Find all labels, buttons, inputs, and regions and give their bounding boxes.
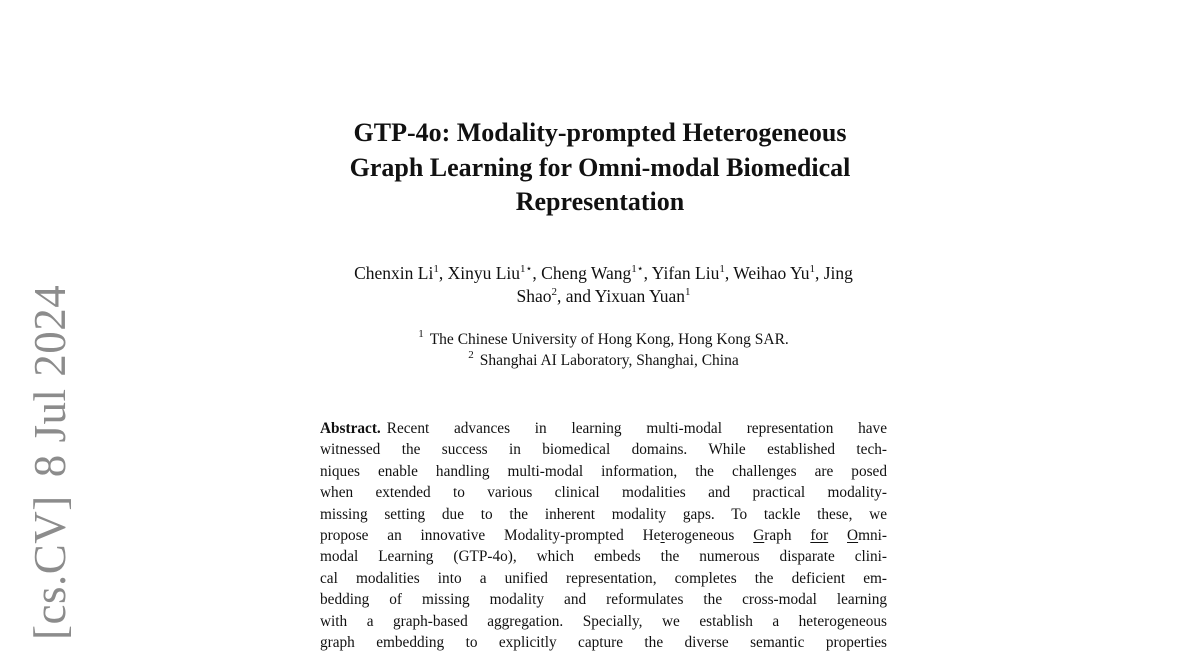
affiliation-line [0,350,1200,371]
abstract-line: witnessed the success in biomedical domains. While established tech- [320,441,887,459]
author-name: Chenxin Li [354,263,434,283]
author-affil-mark: 1 [685,286,691,298]
abstract-line: modal Learning (GTP-4o), which embeds the numerous disparate clini- [320,548,887,566]
author-affil-mark: 1 [809,263,815,275]
arxiv-category: [cs.CV] [25,495,75,640]
author-line: Chenxin Li$^1$, Xinyu Liu$^{1⋆}$, Cheng Wang$^{1⋆}$, Yifan Liu$^1$, Weihao Yu$^1$, Jing [354,263,853,283]
abstract-text: Recent advances in learning multi-modal representation have [386,420,887,437]
affiliation-mark: 1 [418,328,424,340]
abstract-line: when extended to various clinical modalities and practical modality- [320,484,887,502]
affiliations [0,329,1200,371]
affiliation-text: Shanghai AI Laboratory, Shanghai, China [479,352,739,369]
author-name: Weihao Yu [733,263,810,283]
abstract-text: mni- [858,526,887,544]
title-line: Graph Learning for Omni-modal Biomedical [349,152,851,182]
affiliation-mark: 2 [468,349,474,361]
author-name: Shao [516,286,552,306]
author-name: Yixuan Yuan [594,286,685,306]
author-name: Cheng Wang [541,263,632,283]
abstract-line: graph embedding to explicitly capture the diverse semantic properties [320,633,887,651]
author-name: Jing [823,263,853,283]
arxiv-date: 8 Jul 2024 [25,284,75,478]
abstract-line: with a graph-based aggregation. Specially, we establish a heterogeneous [320,612,887,630]
abstract-line [320,525,887,546]
abstract-text: erogeneous [664,526,754,544]
title-line: Representation [515,187,685,216]
title-line: GTP-4o: Modality-prompted Heterogeneous [353,118,847,147]
paper-title [0,116,1200,220]
acronym-letter: t [660,526,665,544]
author-line [0,285,1200,308]
affiliation-line [0,329,1200,350]
author-affil-mark: 1⋆ [631,263,644,275]
author-name: Yifan Liu [651,263,720,283]
acronym-letter: for [810,526,829,544]
abstract-line: cal modalities into a unified representation, completes the deficient em- [320,569,887,587]
abstract-line: bedding of missing modality and reformulates the cross-modal learning [320,591,887,609]
author-conjunction: , and [556,286,592,306]
author-affil-mark: 1 [719,263,725,275]
author-name: Xinyu Liu [447,263,520,283]
abstract-heading: Abstract. [320,420,381,437]
author-affil-mark: 2 [551,286,557,298]
abstract-line [320,418,887,439]
abstract [320,418,887,653]
abstract-text [828,527,847,544]
abstract-text: raph [764,526,811,544]
author-list [0,262,1200,308]
author-affil-mark: 1⋆ [520,263,533,275]
abstract-text: propose an innovative Modality-prompted He [320,526,661,544]
abstract-line: missing setting due to the inherent modality gaps. To tackle these, we [320,505,887,523]
abstract-line: niques enable handling multi-modal information, the challenges are posed [320,462,887,480]
acronym-letter: O [847,526,859,544]
author-affil-mark: 1 [433,263,439,275]
acronym-letter: G [753,526,765,544]
affiliation-text: The Chinese University of Hong Kong, Hong Kong SAR. [429,331,789,348]
